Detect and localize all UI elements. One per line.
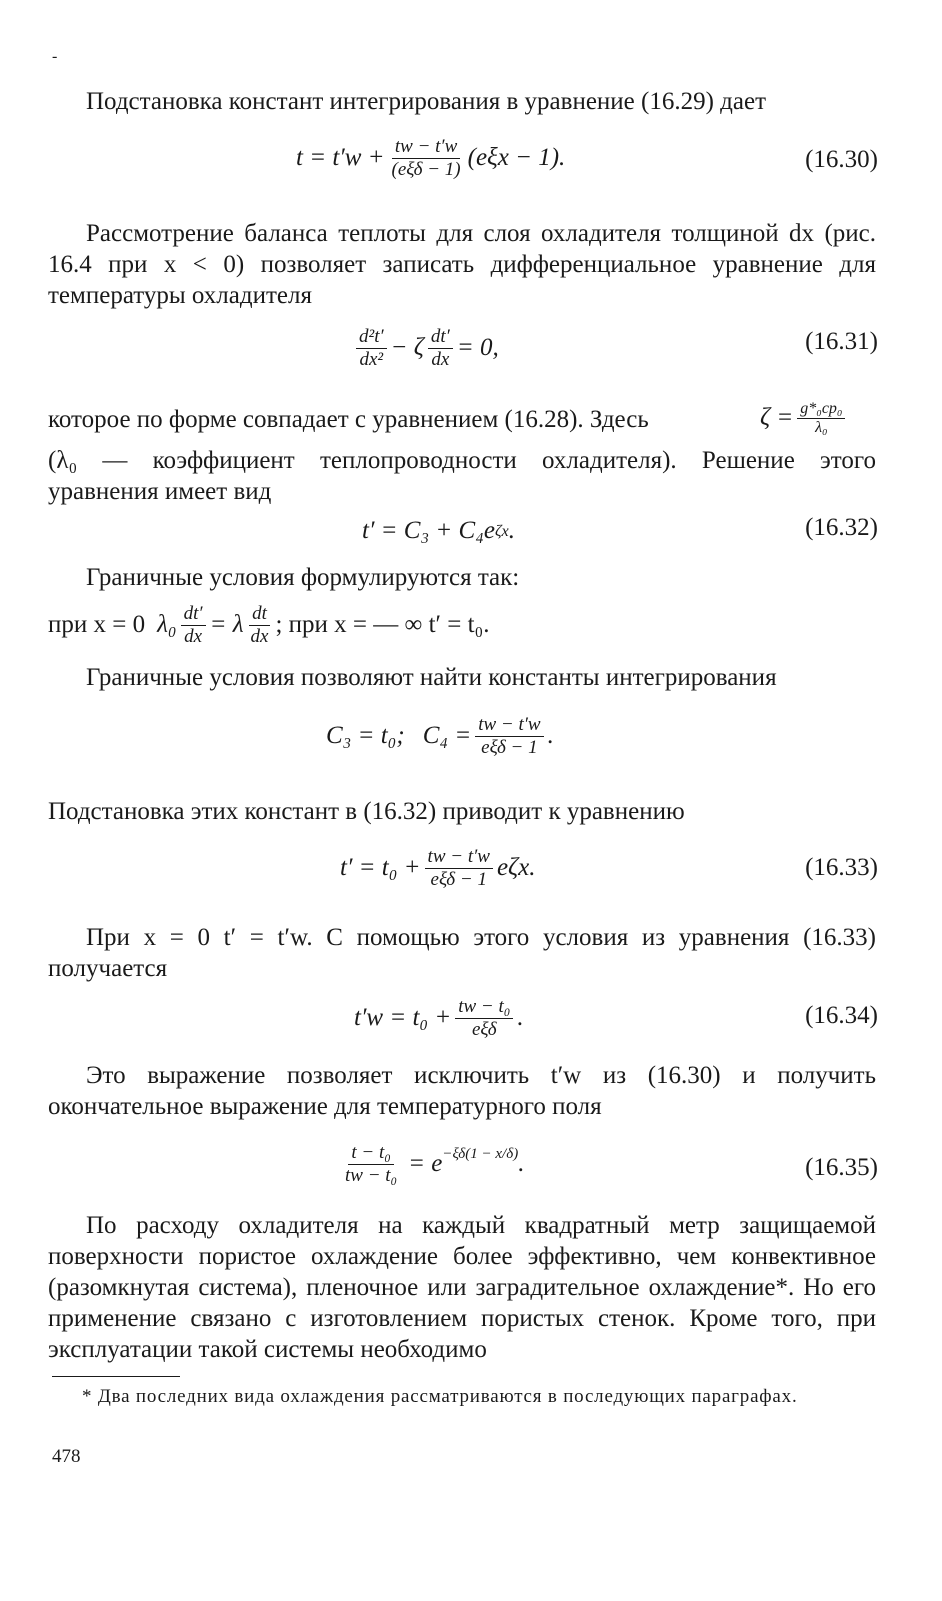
bc-text: ; при x = — ∞ t′ = t₀. bbox=[275, 611, 490, 638]
paragraph-10: По расходу охладителя на каждый квадратный метр защищаемой поверхности пористое охлаждение более эффективно, чем конвективное (разомкнутая система), пленочное или заградительное охлаждение*. Но его применение связано с изготовлением пористых стенок. Кроме того, при эксплуатации такой системы необходимо bbox=[48, 1212, 876, 1363]
equation-number: (16.30) bbox=[805, 146, 878, 173]
fraction-denominator: eξδ bbox=[472, 1018, 497, 1040]
eq-fraction bbox=[389, 136, 464, 181]
fraction-denominator: tw − t₀ bbox=[345, 1164, 398, 1186]
footnote-rule bbox=[52, 1376, 180, 1377]
paragraph-3-start: которое по форме совпадает с уравнением (16.28). Здесь bbox=[48, 406, 649, 433]
equation-number: (16.31) bbox=[805, 328, 878, 355]
bc-text: при x = 0 bbox=[48, 611, 146, 638]
eq-fraction bbox=[475, 714, 543, 759]
eq-end: . bbox=[518, 1150, 525, 1177]
fraction-denominator: dx bbox=[250, 625, 269, 647]
eq-fraction bbox=[425, 846, 493, 891]
paragraph-4: Граничные условия формулируются так: bbox=[86, 564, 520, 591]
equation-16-35: $\frac{\text{t − t₀}}{\text{tw − t₀}}$ = e $^{-\xi\delta(1 - x/\delta)}$ . bbox=[338, 1132, 524, 1196]
fraction-denominator: eξδ − 1 bbox=[430, 868, 487, 890]
fraction-numerator: tw − t′w bbox=[392, 136, 460, 159]
equation-16-31 bbox=[352, 318, 499, 378]
paragraph-9: Это выражение позволяет исключить t′w из (16.30) и получить окончательное выражение для температурного поля bbox=[48, 1062, 876, 1120]
boundary-conditions bbox=[48, 598, 490, 652]
paragraph-3-end: (λ₀ — коэффициент теплопроводности охладителя). Решение этого уравнения имеет вид bbox=[48, 447, 876, 505]
paragraph-8: При x = 0 t′ = t′w. С помощью этого условия из уравнения (16.33) получается bbox=[48, 924, 876, 982]
equation-16-30 bbox=[296, 130, 565, 186]
equation-16-34 bbox=[354, 990, 524, 1046]
fraction-denominator: dx bbox=[431, 348, 450, 370]
fraction-numerator: tw − t₀ bbox=[455, 996, 513, 1019]
fraction-denominator: eξδ − 1 bbox=[481, 736, 538, 758]
zeta-definition bbox=[760, 392, 849, 444]
bc-equals: = λ bbox=[209, 611, 244, 638]
eq-fraction bbox=[342, 1142, 400, 1187]
paragraph-7: Подстановка этих констант в (16.32) приводит к уравнению bbox=[48, 798, 685, 825]
fraction-numerator: tw − t′w bbox=[475, 714, 543, 737]
equation-number: (16.35) bbox=[805, 1154, 878, 1181]
equation-number: (16.32) bbox=[805, 514, 878, 541]
footnote: * Два последних вида охлаждения рассматриваются в последующих параграфах. bbox=[82, 1386, 798, 1407]
eq-body: t′ = C₃ + C₄e bbox=[362, 517, 495, 544]
fraction-numerator: d²t′ bbox=[356, 326, 387, 349]
fraction-numerator: tw − t′w bbox=[425, 846, 493, 869]
bc-lambda: λ₀ bbox=[157, 611, 177, 638]
paragraph-1: Подстановка констант интегрирования в уравнение (16.29) дает bbox=[86, 88, 767, 115]
eq-lhs: t = t′w + bbox=[296, 144, 385, 171]
stray-mark: - bbox=[52, 48, 58, 65]
fraction-numerator: dt bbox=[249, 603, 270, 626]
eq-rhs: . bbox=[517, 1004, 524, 1031]
eq-end: . bbox=[508, 517, 516, 544]
eq-operator: − ζ bbox=[390, 334, 424, 361]
fraction-denominator: dx² bbox=[359, 348, 384, 370]
fraction-numerator: g*₀cp₀ bbox=[797, 400, 845, 419]
fraction-denominator: λ₀ bbox=[815, 418, 828, 436]
const-c4: C₄ = bbox=[422, 722, 472, 749]
fraction-denominator: dx bbox=[184, 625, 203, 647]
fraction-numerator: dt′ bbox=[428, 326, 453, 349]
const-c3: C₃ = t₀; bbox=[326, 722, 405, 749]
paragraph-6: Граничные условия позволяют найти константы интегрирования bbox=[86, 664, 777, 691]
page-number: 478 bbox=[52, 1446, 81, 1467]
equation-16-33 bbox=[340, 840, 536, 896]
eq-fraction bbox=[428, 326, 453, 371]
eq-fraction bbox=[181, 603, 206, 648]
equation-number: (16.33) bbox=[805, 854, 878, 881]
eq-fraction bbox=[455, 996, 513, 1041]
equation-16-32: t′ = C₃ + C₄e ζx . bbox=[362, 517, 516, 544]
fraction-numerator: dt′ bbox=[181, 603, 206, 626]
eq-rhs: = e bbox=[408, 1150, 443, 1177]
fraction-numerator: t − t₀ bbox=[348, 1142, 393, 1165]
eq-fraction bbox=[356, 326, 387, 371]
eq-rhs: = 0, bbox=[456, 334, 499, 361]
eq-lhs: t′ = t₀ + bbox=[340, 854, 421, 881]
eq-rhs: (eξx − 1). bbox=[467, 144, 566, 171]
eq-lhs: t′w = t₀ + bbox=[354, 1004, 452, 1031]
fraction-denominator: (eξδ − 1) bbox=[391, 158, 461, 180]
eq-fraction bbox=[797, 400, 845, 437]
eq-lhs: ζ = bbox=[760, 404, 794, 431]
eq-rhs: eζx. bbox=[496, 854, 536, 881]
paragraph-2: Рассмотрение баланса теплоты для слоя охладителя толщиной dx (рис. 16.4 при x < 0) позволяет записать дифференциальное уравнение для температуры охладителя bbox=[48, 220, 876, 309]
eq-fraction bbox=[248, 603, 272, 648]
equation-number: (16.34) bbox=[805, 1002, 878, 1029]
constants-equation bbox=[326, 706, 554, 766]
eq-end: . bbox=[547, 722, 554, 749]
